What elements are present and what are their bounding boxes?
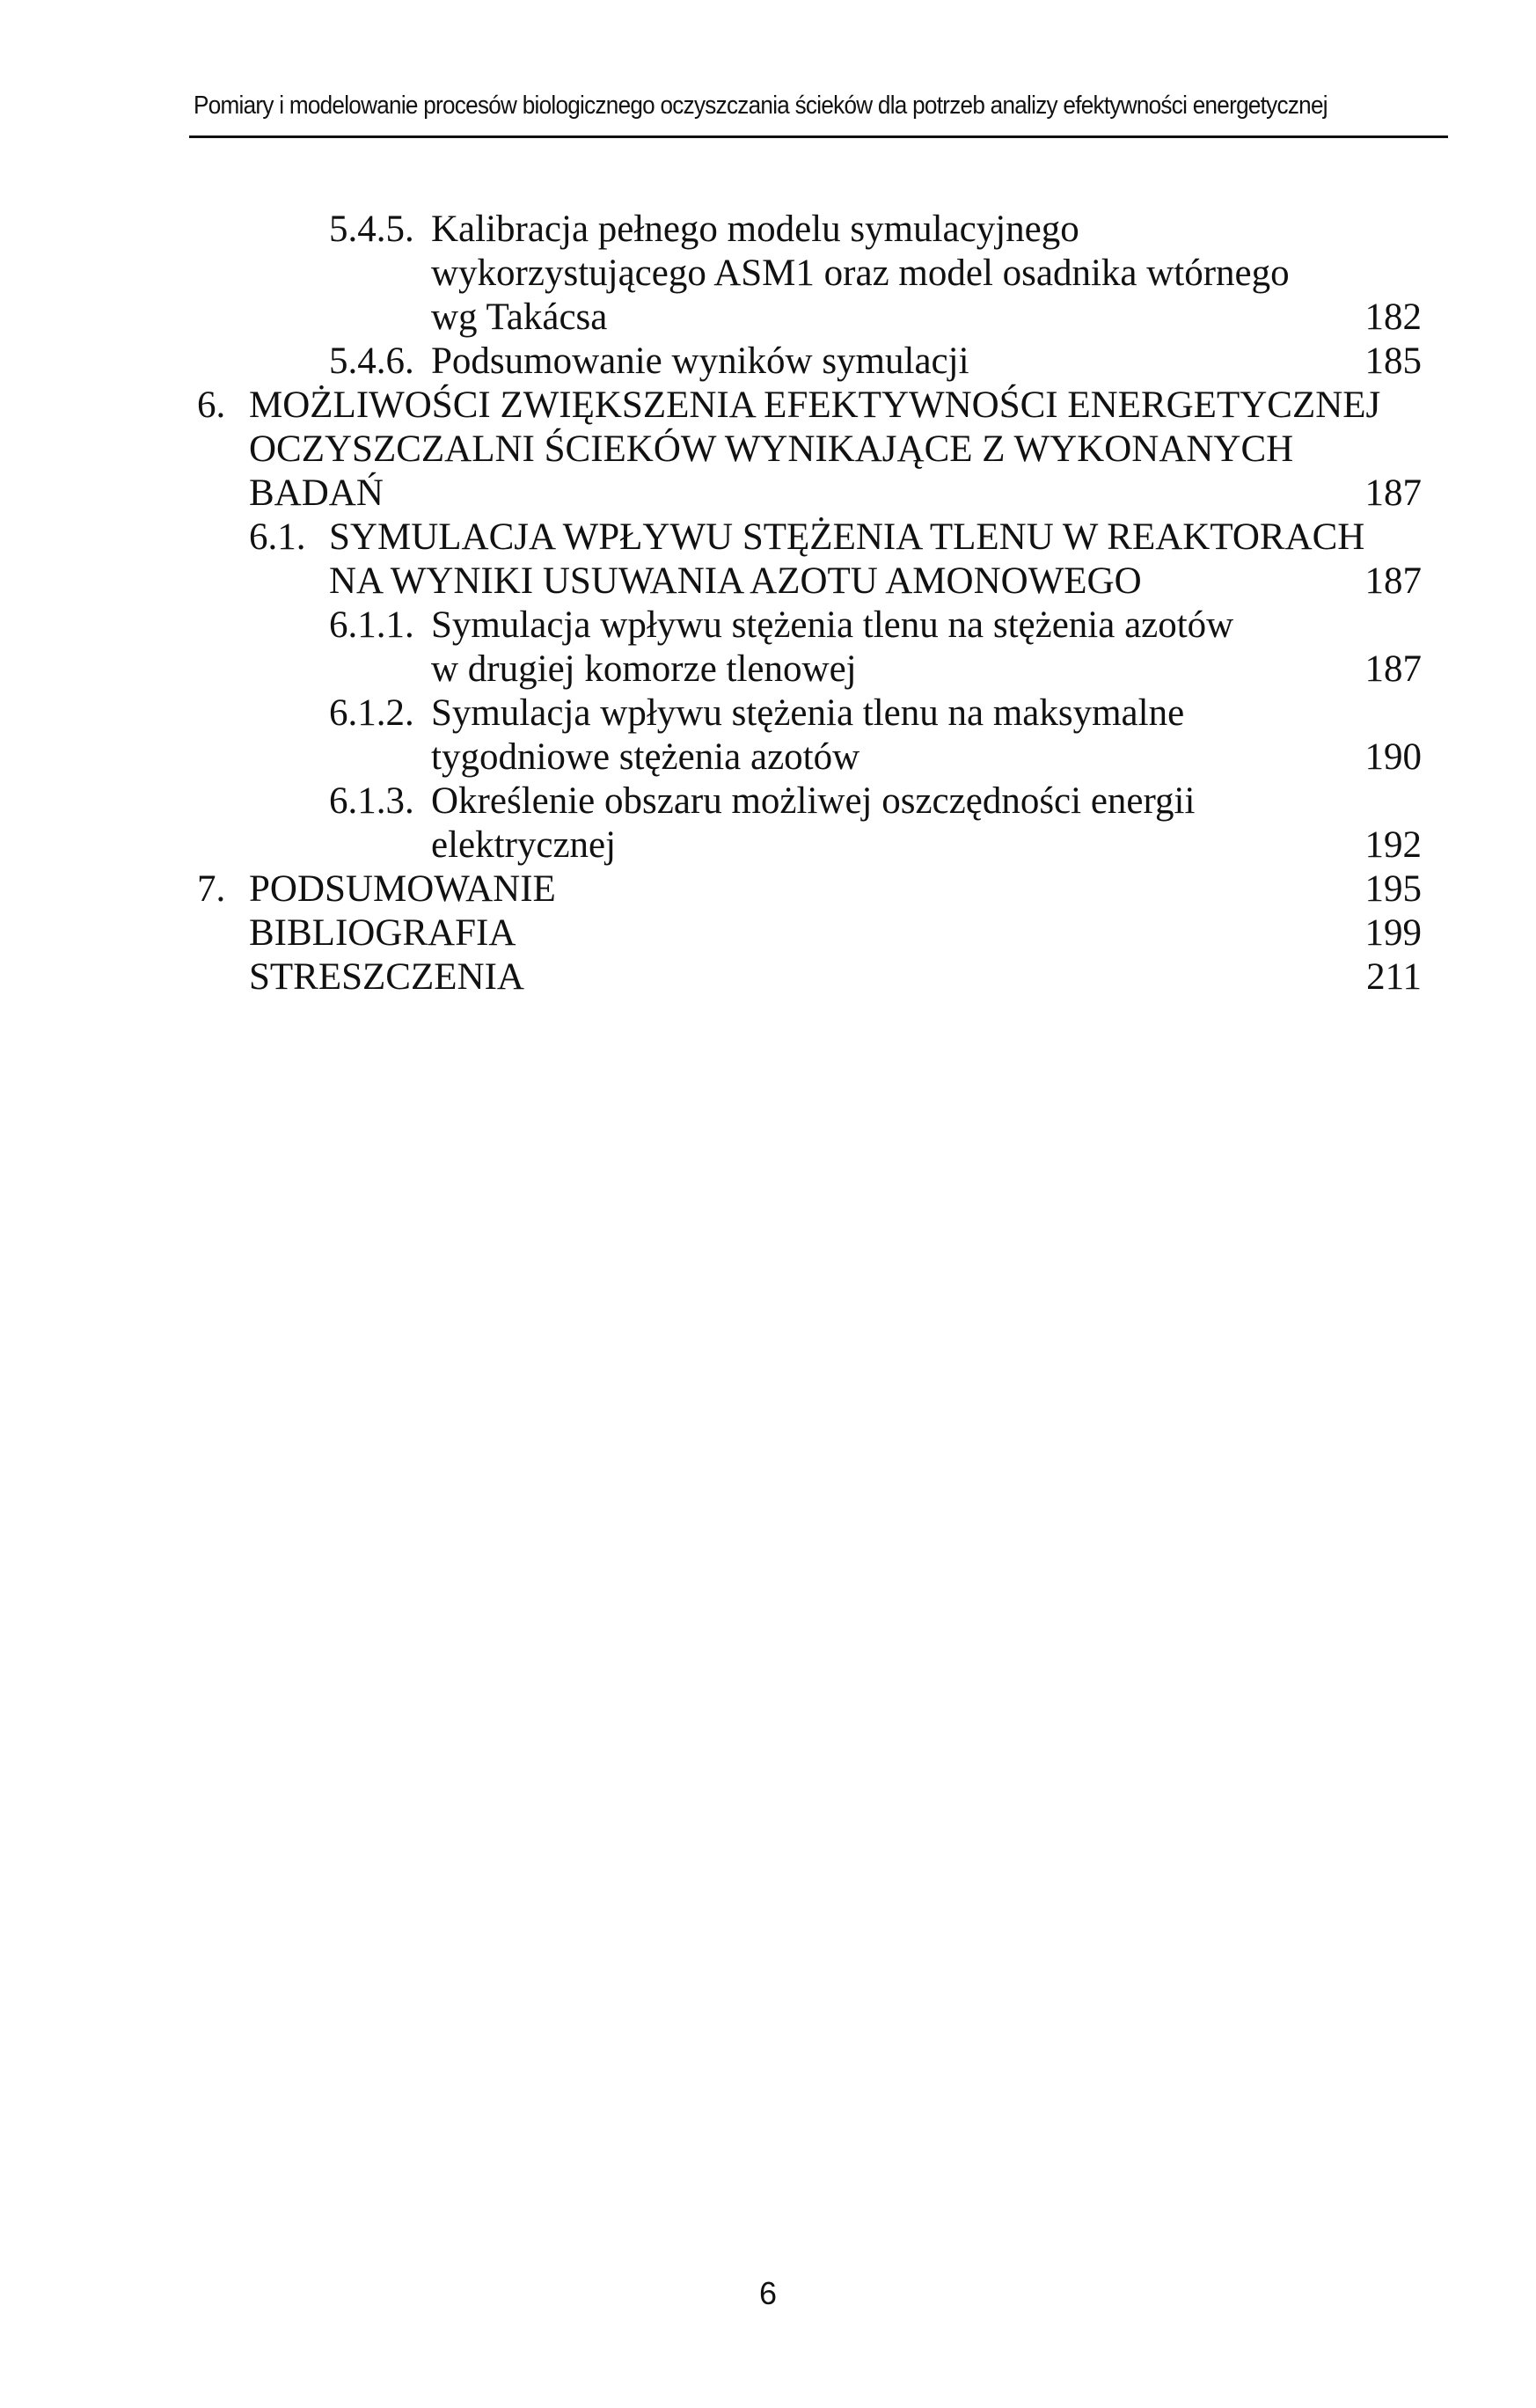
toc-entry-number: 6. xyxy=(197,384,226,426)
toc-entry-title-line: BIBLIOGRAFIA xyxy=(249,912,516,954)
toc-entry-title-line: Kalibracja pełnego modelu symulacyjnego xyxy=(431,209,1079,250)
toc-entry-title-line: Symulacja wpływu stężenia tlenu na maksymalne xyxy=(431,692,1185,734)
toc-entry-title-line: STRESZCZENIA xyxy=(249,956,524,998)
toc-page-number: 192 xyxy=(1364,824,1422,866)
toc-page-number: 195 xyxy=(1364,868,1422,910)
toc-entry-title-line: NA WYNIKI USUWANIA AZOTU AMONOWEGO xyxy=(329,560,1142,602)
toc-entry-title-line: OCZYSZCZALNI ŚCIEKÓW WYNIKAJĄCE Z WYKONANYCH xyxy=(249,428,1294,470)
toc-page-number: 185 xyxy=(1364,340,1422,382)
toc-entry-title-line: MOŻLIWOŚCI ZWIĘKSZENIA EFEKTYWNOŚCI ENERGETYCZNEJ xyxy=(249,384,1381,426)
running-header: Pomiary i modelowanie procesów biologicznego oczyszczania ścieków dla potrzeb analizy efektywności energetycznej xyxy=(194,91,1328,120)
toc-page-number: 199 xyxy=(1364,912,1422,954)
toc-entry-title-line: Podsumowanie wyników symulacji xyxy=(431,340,969,382)
toc-page-number: 182 xyxy=(1364,296,1422,338)
toc-entry-number: 7. xyxy=(197,868,226,910)
toc-entry-number: 6.1.2. xyxy=(329,692,414,734)
toc-entry-title-line: wykorzystującego ASM1 oraz model osadnika wtórnego xyxy=(431,253,1290,294)
toc-entry-title-line: BADAŃ xyxy=(249,472,384,514)
toc-entry-title-line: tygodniowe stężenia azotów xyxy=(431,736,860,778)
header-rule xyxy=(189,135,1448,138)
toc-entry-number: 6.1. xyxy=(249,516,306,558)
toc-entry-title-line: Symulacja wpływu stężenia tlenu na stężenia azotów xyxy=(431,604,1234,646)
toc-entry-number: 6.1.1. xyxy=(329,604,414,646)
toc-entry-title-line: PODSUMOWANIE xyxy=(249,868,556,910)
toc-page-number: 187 xyxy=(1364,648,1422,690)
toc-page-number: 211 xyxy=(1366,956,1422,998)
toc-entry-number: 5.4.6. xyxy=(329,340,414,382)
toc-entry-title-line: elektrycznej xyxy=(431,824,617,866)
toc-page-number: 190 xyxy=(1364,736,1422,778)
toc-entry-title-line: w drugiej komorze tlenowej xyxy=(431,648,857,690)
toc-page-number: 187 xyxy=(1364,472,1422,514)
toc-entry-title-line: wg Takácsa xyxy=(431,296,608,338)
page-number: 6 xyxy=(758,2275,778,2311)
toc-entry-number: 5.4.5. xyxy=(329,209,414,250)
toc-entry-title-line: SYMULACJA WPŁYWU STĘŻENIA TLENU W REAKTORACH xyxy=(329,516,1365,558)
toc-entry-title-line: Określenie obszaru możliwej oszczędności energii xyxy=(431,780,1196,822)
toc-page-number: 187 xyxy=(1364,560,1422,602)
toc-entry-number: 6.1.3. xyxy=(329,780,414,822)
